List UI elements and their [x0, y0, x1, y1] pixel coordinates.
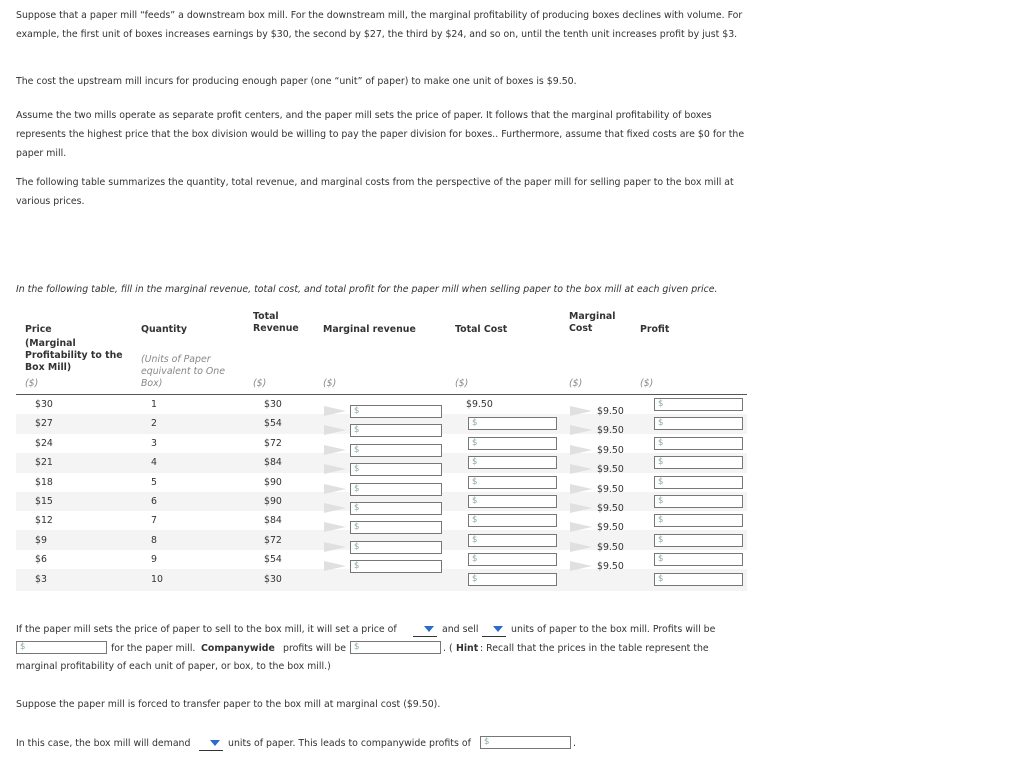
price-cell: $9: [35, 534, 47, 546]
arrow-right-icon: [570, 503, 592, 513]
profit-input[interactable]: $: [654, 437, 743, 450]
header-marginal-revenue: Marginal revenue: [323, 324, 416, 335]
quantity-cell: 8: [151, 534, 157, 546]
marginal-revenue-input[interactable]: $: [350, 483, 442, 496]
arrow-right-icon: [570, 425, 592, 435]
marginal-cost-value: $9.50: [597, 464, 624, 476]
profit-input[interactable]: $: [654, 573, 743, 586]
total-cost-input[interactable]: $: [468, 417, 557, 430]
table-instruction: In the following table, fill in the marginal revenue, total cost, and total profit for the paper mill when selling paper to the box mill at each given price.: [16, 284, 718, 295]
chevron-down-icon: [493, 626, 503, 632]
quantity-cell: 2: [151, 418, 157, 430]
price-cell: $24: [35, 437, 53, 449]
q1-text-1: If the paper mill sets the price of paper to sell to the box mill, it will set a price of: [16, 624, 397, 635]
chevron-down-icon: [210, 740, 220, 746]
quantity-cell: 6: [151, 496, 157, 507]
price-cell: $21: [35, 457, 53, 469]
quantity-cell: 5: [151, 476, 157, 488]
companywide-profit-input[interactable]: $: [350, 641, 441, 654]
total-revenue-cell: $84: [264, 515, 282, 527]
q2-text-2: units of paper. This leads to companywide profits of: [228, 738, 471, 749]
q1-text-6: . (: [443, 643, 453, 654]
marginal-revenue-input[interactable]: $: [350, 424, 442, 437]
price-cell: $6: [35, 554, 47, 566]
marginal-cost-value: $9.50: [597, 541, 624, 553]
total-revenue-cell: $90: [264, 476, 282, 488]
marginal-revenue-input[interactable]: $: [350, 541, 442, 554]
q2-text-3: .: [573, 738, 576, 749]
total-revenue-cell: $90: [264, 496, 282, 507]
arrow-right-icon: [570, 406, 592, 416]
arrow-right-icon: [324, 542, 346, 552]
total-cost-cell: $9.50: [466, 399, 493, 410]
header-price-sub: (Marginal Profitability to the Box Mill): [25, 338, 123, 373]
intro-paragraph-3: Assume the two mills operate as separate profit centers, and the paper mill sets the price of paper. It follows that the marginal profitability of boxes represents the highest price that the box division would be willing to pay the paper division for boxes.. Furthermore, assume that fixed costs are $0 for the paper mill.: [16, 110, 745, 159]
price-cell: $27: [35, 418, 53, 430]
price-cell: $15: [35, 496, 53, 507]
quantity-cell: 7: [151, 515, 157, 527]
profit-input[interactable]: $: [654, 514, 743, 527]
arrow-right-icon: [570, 445, 592, 455]
q1-text-5: profits will be: [283, 643, 346, 654]
header-quantity: Quantity: [141, 324, 187, 335]
arrow-right-icon: [324, 484, 346, 494]
marginal-cost-value: $9.50: [597, 444, 624, 456]
marginal-cost-value: $9.50: [597, 561, 624, 573]
header-total-revenue-unit: ($): [253, 378, 267, 389]
marginal-revenue-input[interactable]: $: [350, 405, 442, 418]
total-cost-input[interactable]: $: [468, 534, 557, 547]
total-revenue-cell: $30: [264, 573, 282, 585]
arrow-right-icon: [570, 522, 592, 532]
total-cost-input[interactable]: $: [468, 456, 557, 469]
total-cost-input[interactable]: $: [468, 514, 557, 527]
marginal-revenue-input[interactable]: $: [350, 444, 442, 457]
price-dropdown[interactable]: [413, 623, 437, 637]
paper-mill-profit-input[interactable]: $: [16, 641, 107, 654]
arrow-right-icon: [324, 561, 346, 571]
profit-input[interactable]: $: [654, 456, 743, 469]
total-cost-input[interactable]: $: [468, 495, 557, 508]
q1-text-8: marginal profitability of each unit of paper, or box, to the box mill.): [16, 661, 331, 672]
arrow-right-icon: [324, 445, 346, 455]
total-cost-input[interactable]: $: [468, 437, 557, 450]
header-total-cost: Total Cost: [455, 324, 508, 335]
quantity-cell: 10: [151, 573, 163, 585]
units-dropdown[interactable]: [482, 623, 506, 637]
q1-companywide: Companywide: [201, 643, 275, 654]
q1-text-4: for the paper mill.: [111, 643, 196, 654]
arrow-right-icon: [570, 561, 592, 571]
marginal-cost-value: $9.50: [597, 406, 624, 417]
paragraph-transfer-at-cost: Suppose the paper mill is forced to transfer paper to the box mill at marginal cost ($9.50).: [16, 699, 441, 710]
quantity-cell: 3: [151, 437, 157, 449]
profit-input[interactable]: $: [654, 417, 743, 430]
price-cell: $30: [35, 399, 53, 410]
marginal-cost-value: $9.50: [597, 522, 624, 534]
marginal-revenue-input[interactable]: $: [350, 521, 442, 534]
header-quantity-sub: (Units of Paper equivalent to One Box): [141, 354, 226, 389]
marginal-cost-value: $9.50: [597, 483, 624, 495]
total-revenue-cell: $54: [264, 554, 282, 566]
arrow-right-icon: [324, 522, 346, 532]
price-cell: $3: [35, 573, 47, 585]
companywide-profit-at-cost-input[interactable]: $: [480, 736, 571, 749]
quantity-cell: 4: [151, 457, 157, 469]
header-marginal-revenue-unit: ($): [323, 378, 337, 389]
marginal-revenue-input[interactable]: $: [350, 502, 442, 515]
chevron-down-icon: [424, 626, 434, 632]
arrow-right-icon: [324, 503, 346, 513]
arrow-right-icon: [570, 484, 592, 494]
q1-text-2: and sell: [442, 624, 479, 635]
total-cost-input[interactable]: $: [468, 476, 557, 489]
header-marginal-cost: Marginal Cost: [569, 311, 616, 334]
marginal-cost-value: $9.50: [597, 503, 624, 514]
price-cell: $18: [35, 476, 53, 488]
intro-paragraph-1: Suppose that a paper mill “feeds” a downstream box mill. For the downstream mill, the marginal profitability of producing boxes declines with volume. For example, the first unit of boxes increases earnings by $30, the second by $27, the third by $24, and so on, until the tenth unit increases profit by just $3.: [16, 10, 743, 40]
arrow-right-icon: [324, 425, 346, 435]
intro-paragraph-4: The following table summarizes the quantity, total revenue, and marginal costs from the perspective of the paper mill for selling paper to the box mill at various prices.: [16, 177, 734, 207]
q1-hint-label: Hint: [456, 643, 479, 654]
profit-input[interactable]: $: [654, 534, 743, 547]
header-total-cost-unit: ($): [455, 378, 469, 389]
q1-text-7: : Recall that the prices in the table represent the: [480, 643, 709, 654]
arrow-right-icon: [570, 542, 592, 552]
total-revenue-cell: $30: [264, 399, 282, 410]
price-cell: $12: [35, 515, 53, 527]
arrow-right-icon: [324, 464, 346, 474]
demand-dropdown[interactable]: [199, 737, 223, 751]
arrow-right-icon: [570, 464, 592, 474]
profit-input[interactable]: $: [654, 398, 743, 411]
total-cost-input[interactable]: $: [468, 573, 557, 586]
arrow-right-icon: [324, 406, 346, 416]
header-price-unit: ($): [25, 378, 39, 389]
q2-text-1: In this case, the box mill will demand: [16, 738, 191, 749]
marginal-revenue-input[interactable]: $: [350, 463, 442, 476]
q1-text-3: units of paper to the box mill. Profits will be: [511, 624, 716, 635]
header-profit: Profit: [640, 324, 670, 335]
header-profit-unit: ($): [640, 378, 654, 389]
intro-paragraph-2: The cost the upstream mill incurs for producing enough paper (one “unit” of paper) to make one unit of boxes is $9.50.: [16, 76, 577, 87]
profit-input[interactable]: $: [654, 476, 743, 489]
header-price: Price: [25, 324, 52, 335]
quantity-cell: 1: [151, 399, 157, 410]
marginal-cost-value: $9.50: [597, 425, 624, 437]
header-marginal-cost-unit: ($): [569, 378, 583, 389]
profit-input[interactable]: $: [654, 495, 743, 508]
profit-input[interactable]: $: [654, 553, 743, 566]
total-cost-input[interactable]: $: [468, 553, 557, 566]
quantity-cell: 9: [151, 554, 157, 566]
total-revenue-cell: $84: [264, 457, 282, 469]
header-total-revenue: Total Revenue: [253, 311, 299, 334]
total-revenue-cell: $72: [264, 437, 282, 449]
total-revenue-cell: $54: [264, 418, 282, 430]
marginal-revenue-input[interactable]: $: [350, 560, 442, 573]
total-revenue-cell: $72: [264, 534, 282, 546]
